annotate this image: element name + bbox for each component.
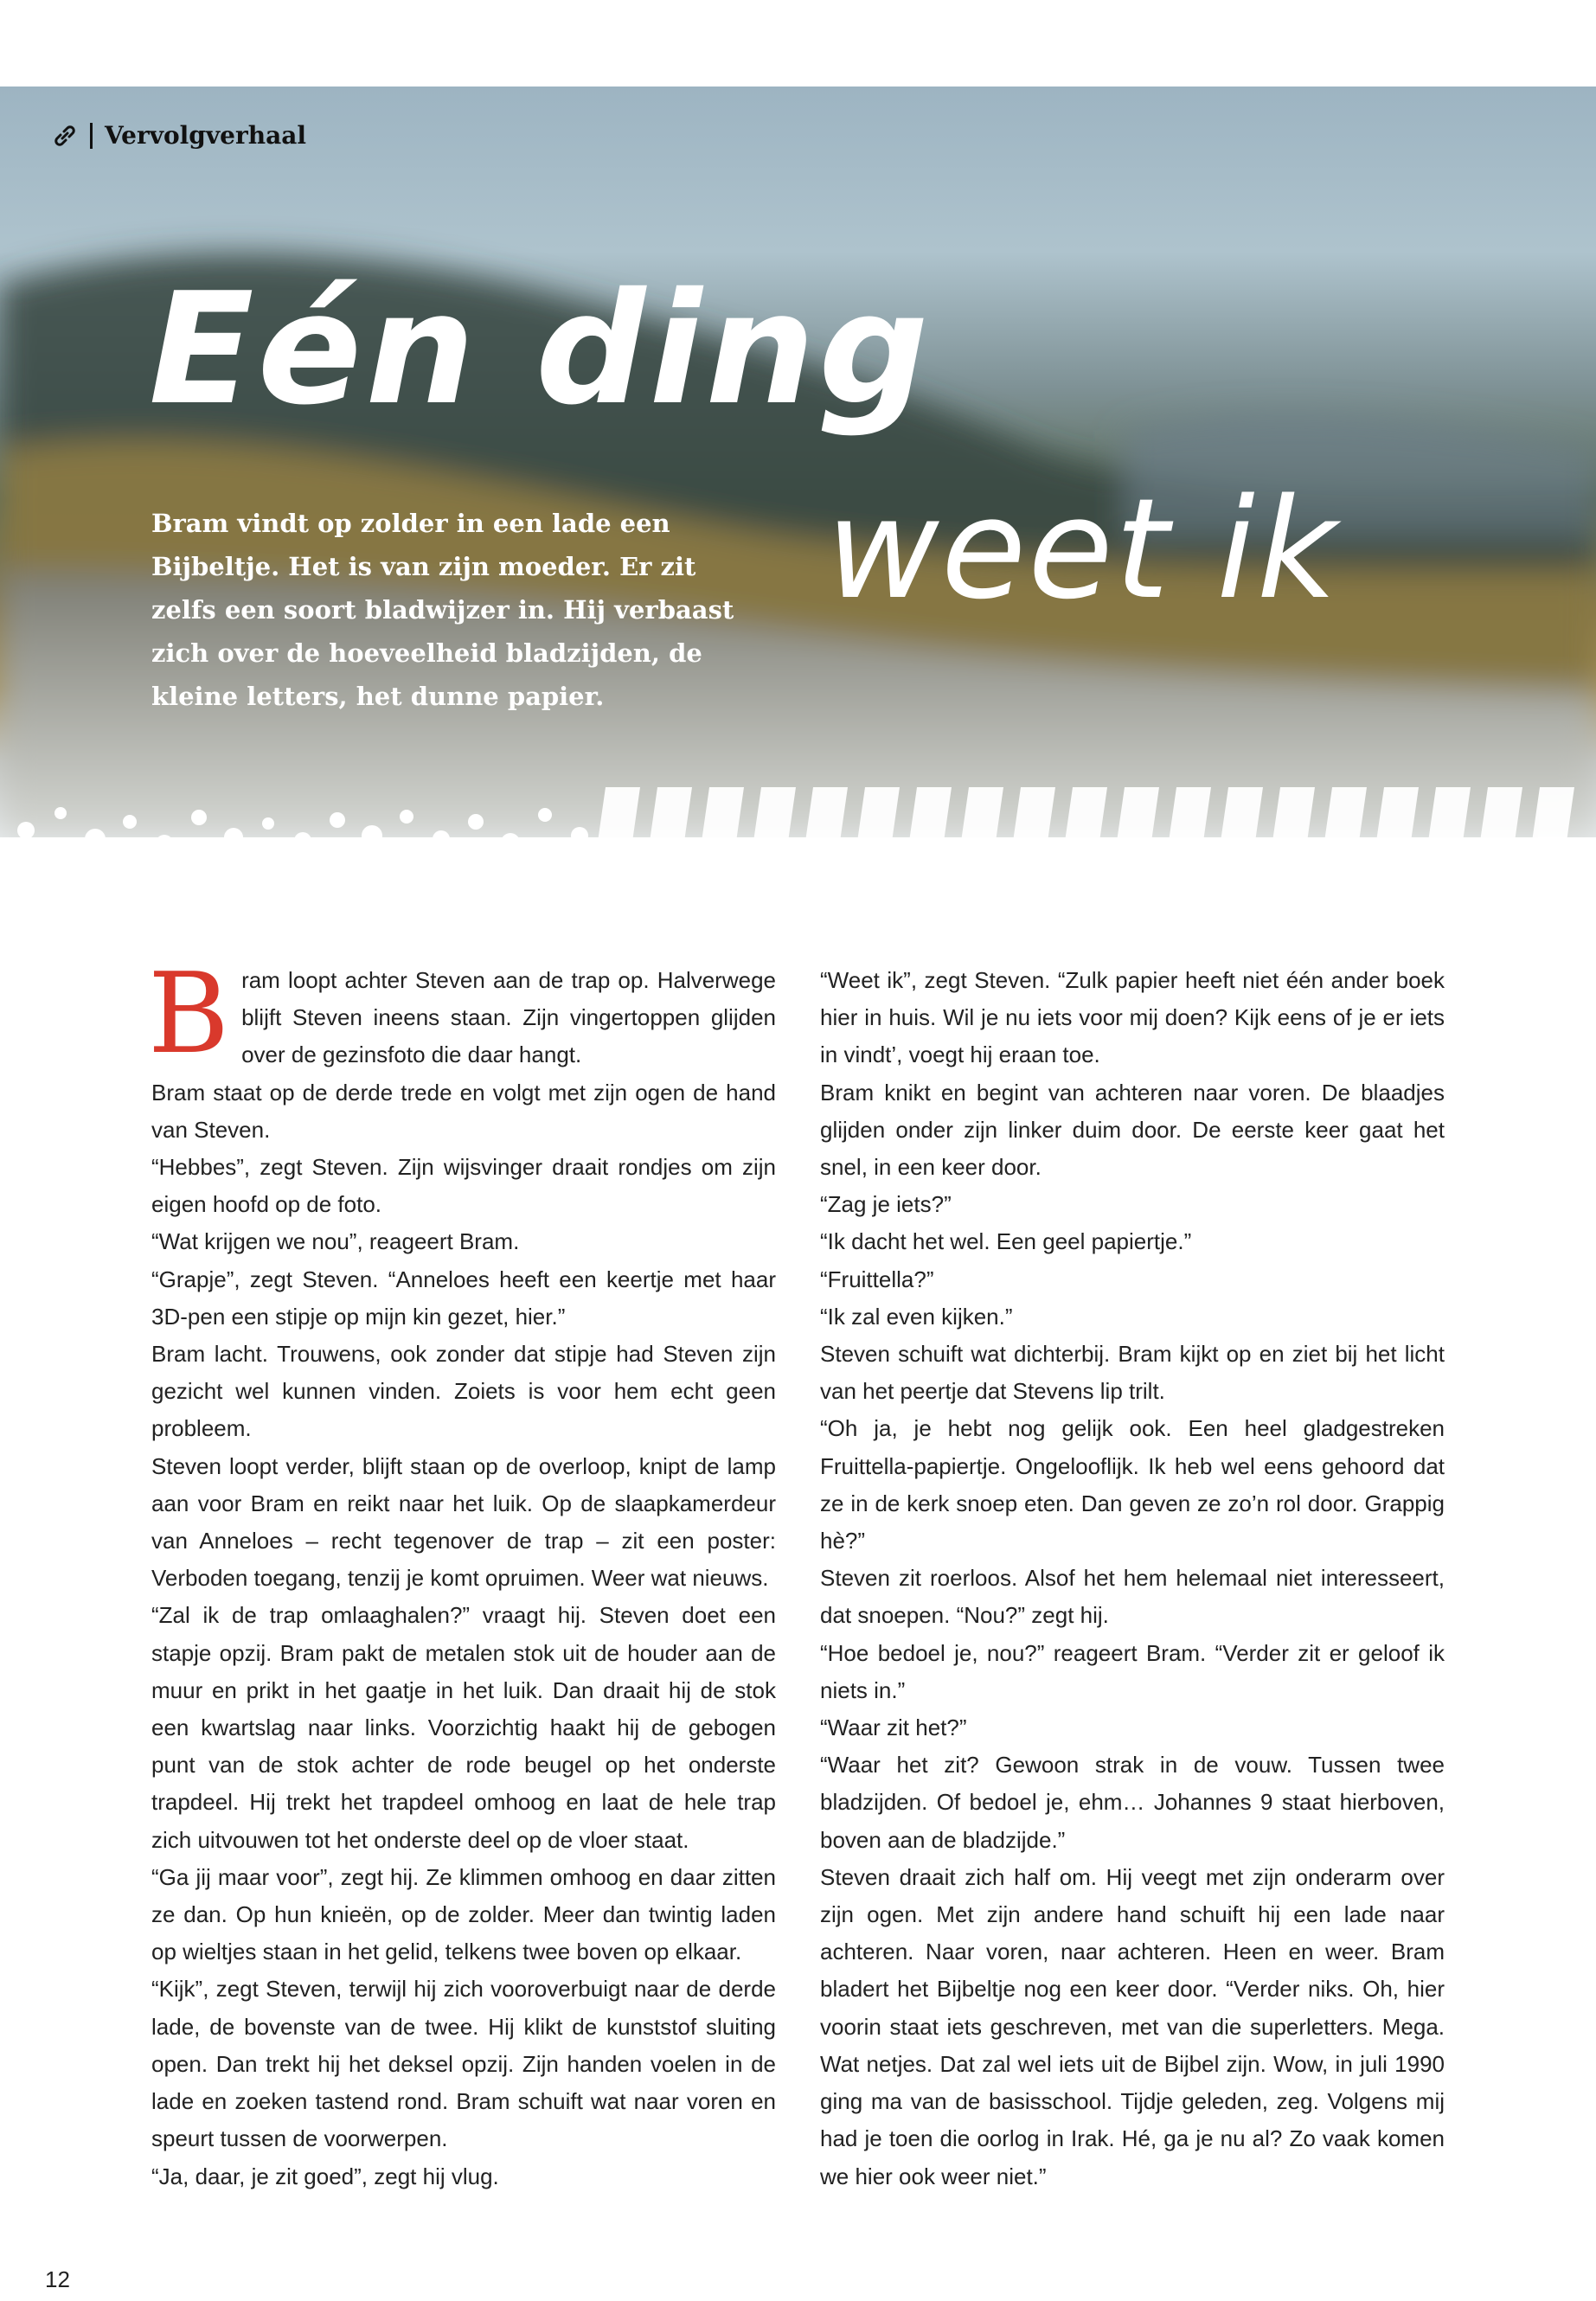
article-column-right: [820, 962, 1445, 2195]
paragraph: Bram lacht. Trouwens, ook zonder dat stipje had Steven zijn gezicht wel kunnen vinden. Zoiets is voor hem echt geen probleem.: [151, 1341, 776, 1442]
hero-banner: [0, 87, 1596, 837]
paragraph: “Kijk”, zegt Steven, terwijl hij zich vooroverbuigt naar de derde lade, de bovenste van de twee. Hij klikt de kunststof sluiting open. Dan trekt hij het deksel opzij. Zijn handen voelen in de lade en zoeken tastend rond. Bram schuift wat naar voren en speurt tussen de voorwerpen.: [151, 1976, 776, 2152]
paragraph: “Waar zit het?”: [820, 1715, 967, 1741]
drop-cap: B: [148, 950, 230, 1079]
paragraph: “Ja, daar, je zit goed”, zegt hij vlug.: [151, 2163, 499, 2189]
link-icon: [52, 123, 78, 149]
paragraph: Steven draait zich half om. Hij veegt met zijn onderarm over zijn ogen. Met zijn andere hand schuift hij een lade naar achteren. Naar voren, naar achteren. Heen en weer. Bram bladert het Bijbeltje nog een keer door. “Verder niks. Oh, hier voorin staat iets geschreven, met van die superletters. Mega. Wat netjes. Dat zal wel iets uit de Bijbel zijn. Wow, in juli 1990 ging ma van de basisschool. Tijdje geleden, zeg. Volgens mij had je toen die oorlog in Irak. Hé, ga je nu al? Zo vaak komen we hier ook weer niet.”: [820, 1863, 1445, 2189]
article-column-left: [148, 950, 776, 2195]
paragraph: “Zag je iets?”: [820, 1191, 952, 1218]
paragraph: Steven loopt verder, blijft staan op de overloop, knipt de lamp aan voor Bram en reikt naar het luik. Op de slaapkamerdeur van Anneloes – recht tegenover de trap – zit een poster: Verboden toegang, tenzij je komt opruimen. Weer wat nieuws.: [151, 1452, 776, 1592]
paragraph: “Hoe bedoel je, nou?” reageert Bram. “Verder zit er geloof ik niets in.”: [820, 1639, 1445, 1703]
section-label: [52, 121, 306, 150]
paragraph: “Ik zal even kijken.”: [820, 1303, 1013, 1330]
paragraph: “Ik dacht het wel. Een geel papiertje.”: [820, 1228, 1192, 1255]
paragraph: “Waar het zit? Gewoon strak in de vouw. Tussen twee bladzijden. Of bedoel je, ehm… Johannes 9 staat hierboven, boven aan de bladzijde.”: [820, 1752, 1445, 1853]
paragraph: Bram staat op de derde trede en volgt met zijn ogen de hand van Steven.: [151, 1079, 776, 1143]
paragraph: ram loopt achter Steven aan de trap op. Halverwege blijft Steven ineens staan. Zijn vingertoppen glijden over de gezinsfoto die daar hangt.: [241, 967, 776, 1068]
page-number: 12: [45, 2266, 70, 2292]
paragraph: “Grapje”, zegt Steven. “Anneloes heeft een keertje met haar 3D-pen een stipje op mijn kin gezet, hier.”: [151, 1266, 776, 1330]
section-divider: [90, 123, 93, 149]
article-title-sub: weet ik: [826, 468, 1339, 630]
paragraph: “Weet ik”, zegt Steven. “Zulk papier heeft niet één ander boek hier in huis. Wil je nu iets voor mij doen? Kijk eens of je er iets in vindt’, voegt hij eraan toe.: [820, 967, 1445, 1068]
section-label-text: Vervolgverhaal: [105, 121, 306, 150]
paragraph: “Zal ik de trap omlaaghalen?” vraagt hij. Steven doet een stapje opzij. Bram pakt de metalen stok uit de houder aan de muur en prikt in het gaatje in het luik. Dan draait hij de stok een kwartslag naar links. Voorzichtig haakt hij de gebogen punt van de stok achter de rode beugel op het onderste trapdeel. Hij trekt het trapdeel omhoog en laat de hele trap zich uitvouwen tot het onderste deel op de vloer staat.: [151, 1602, 776, 1853]
paragraph: Bram knikt en begint van achteren naar voren. De blaadjes glijden onder zijn linker duim door. De eerste keer gaat het snel, in een keer door.: [820, 1079, 1445, 1181]
paragraph: “Wat krijgen we nou”, reageert Bram.: [151, 1228, 520, 1255]
paragraph: “Hebbes”, zegt Steven. Zijn wijsvinger draait rondjes om zijn eigen hoofd op de foto.: [151, 1154, 776, 1218]
paragraph: Steven zit roerloos. Alsof het hem helemaal niet interesseert, dat snoepen. “Nou?” zegt hij.: [820, 1565, 1445, 1629]
paragraph: Steven schuift wat dichterbij. Bram kijkt op en ziet bij het licht van het peertje dat Stevens lip trilt.: [820, 1341, 1445, 1405]
paragraph: “Fruittella?”: [820, 1266, 934, 1292]
article-title: Eén ding: [149, 260, 933, 439]
landscape-background: [0, 87, 1596, 837]
paragraph: “Ga jij maar voor”, zegt hij. Ze klimmen omhoog en daar zitten ze dan. Op hun knieën, op de zolder. Meer dan twintig laden op wieltjes staan in het gelid, telkens twee boven op elkaar.: [151, 1863, 776, 1965]
paragraph: “Oh ja, je hebt nog gelijk ook. Een heel gladgestreken Fruittella-papiertje. Ongelooflijk. Ik heb wel eens gehoord dat ze in de kerk snoep eten. Dan geven ze zo’n rol door. Grappig hè?”: [820, 1415, 1445, 1554]
article-intro: Bram vindt op zolder in een lade een Bijbeltje. Het is van zijn moeder. Er zit zelfs een soort bladwijzer in. Hij verbaast zich over de hoeveelheid bladzijden, de kleine letters, het dunne papier.: [151, 509, 734, 711]
tire-tread-graphic: [0, 779, 1596, 837]
